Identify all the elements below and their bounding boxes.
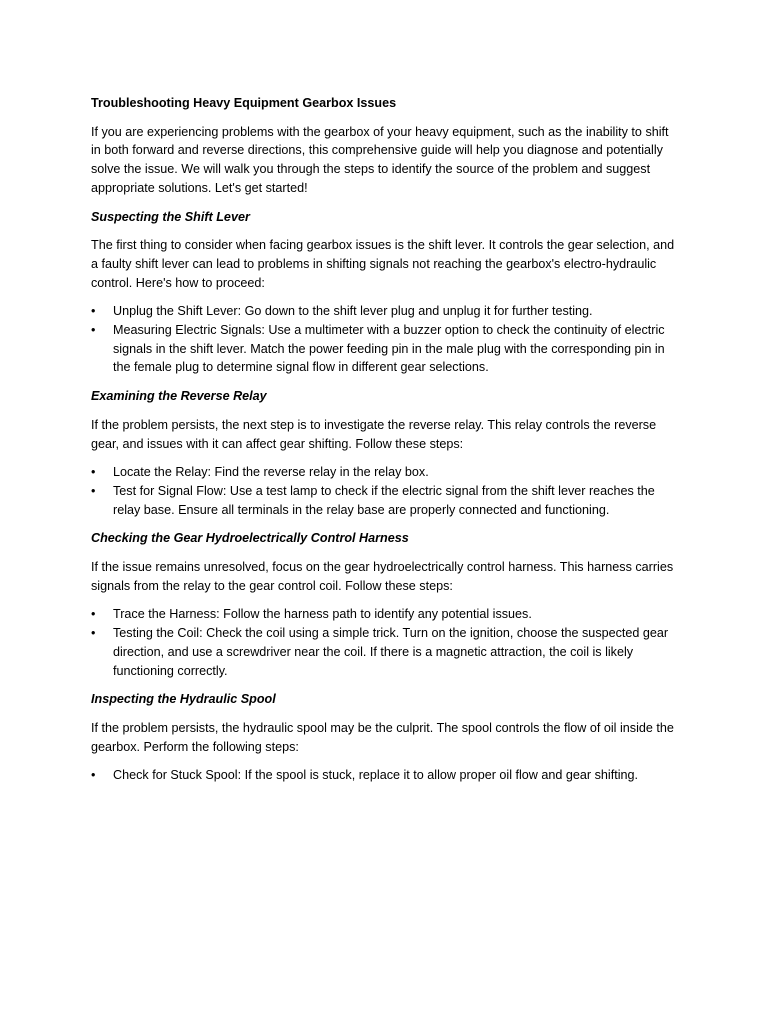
list-item xyxy=(91,605,681,624)
section-paragraph: If the problem persists, the hydraulic spool may be the culprit. The spool controls the flow of oil inside the gearbox. Perform the following steps: xyxy=(91,720,674,754)
section-paragraph: If the issue remains unresolved, focus on the gear hydroelectrically control harness. This harness carries signals from the relay to the gear control coil. Follow these steps: xyxy=(91,560,674,593)
list-item-text: Testing the Coil: Check the coil using a simple trick. Turn on the ignition, choose the suspected gear direction, and use a screwdriver near the coil. If there is a magnetic attraction, the coil is likely functioning correctly. xyxy=(113,626,669,678)
list-item xyxy=(91,302,681,321)
section-paragraph: If the problem persists, the next step is to investigate the reverse relay. This relay controls the reverse gear, and issues with it can affect gear shifting. Follow these steps: xyxy=(91,417,657,451)
bullet-icon: • xyxy=(91,483,96,498)
bullet-list xyxy=(91,302,681,377)
document-title: Troubleshooting Heavy Equipment Gearbox Issues xyxy=(91,96,397,110)
section-heading: Suspecting the Shift Lever xyxy=(91,209,250,224)
list-item xyxy=(91,463,681,482)
list-item xyxy=(91,321,681,377)
list-item-text: Trace the Harness: Follow the harness path to identify any potential issues. xyxy=(113,607,532,622)
section-heading: Examining the Reverse Relay xyxy=(91,389,267,404)
section-heading: Checking the Gear Hydroelectrically Control Harness xyxy=(91,531,409,546)
list-item xyxy=(91,766,681,785)
bullet-list xyxy=(91,463,681,519)
list-item-text: Check for Stuck Spool: If the spool is stuck, replace it to allow proper oil flow and gear shifting. xyxy=(113,768,639,783)
bullet-list xyxy=(91,766,681,785)
bullet-icon: • xyxy=(91,465,96,480)
list-item xyxy=(91,482,681,519)
list-item-text: Unplug the Shift Lever: Go down to the shift lever plug and unplug it for further testing. xyxy=(113,304,593,319)
document-page xyxy=(91,94,681,795)
intro-paragraph: If you are experiencing problems with the gearbox of your heavy equipment, such as the inability to shift in both forward and reverse directions, this comprehensive guide will help you diagnose and potentially solve the issue. We will walk you through the steps to identify the source of the problem and suggest appropriate solutions. Let's get started! xyxy=(91,124,669,195)
bullet-icon: • xyxy=(91,626,96,641)
section-control-harness xyxy=(91,529,681,680)
list-item-text: Locate the Relay: Find the reverse relay in the relay box. xyxy=(113,465,429,480)
bullet-list xyxy=(91,605,681,680)
list-item-text: Test for Signal Flow: Use a test lamp to check if the electric signal from the shift lever reaches the relay base. Ensure all terminals in the relay base are properly connected and functioning. xyxy=(113,483,655,517)
bullet-icon: • xyxy=(91,323,96,338)
bullet-icon: • xyxy=(91,304,96,319)
section-reverse-relay xyxy=(91,387,681,519)
section-heading: Inspecting the Hydraulic Spool xyxy=(91,692,276,707)
bullet-icon: • xyxy=(91,768,96,783)
section-hydraulic-spool xyxy=(91,690,681,785)
section-paragraph: The first thing to consider when facing gearbox issues is the shift lever. It controls the gear selection, and a faulty shift lever can lead to problems in shifting signals not reaching the gearbox's electro-hydraulic control. Here's how to proceed: xyxy=(91,238,675,290)
section-shift-lever xyxy=(91,208,681,378)
list-item-text: Measuring Electric Signals: Use a multimeter with a buzzer option to check the continuity of electric signals in the shift lever. Match the power feeding pin in the male plug with the corresponding pin in the female plug to determine signal flow in different gear selections. xyxy=(113,323,665,375)
list-item xyxy=(91,624,681,680)
bullet-icon: • xyxy=(91,607,96,622)
